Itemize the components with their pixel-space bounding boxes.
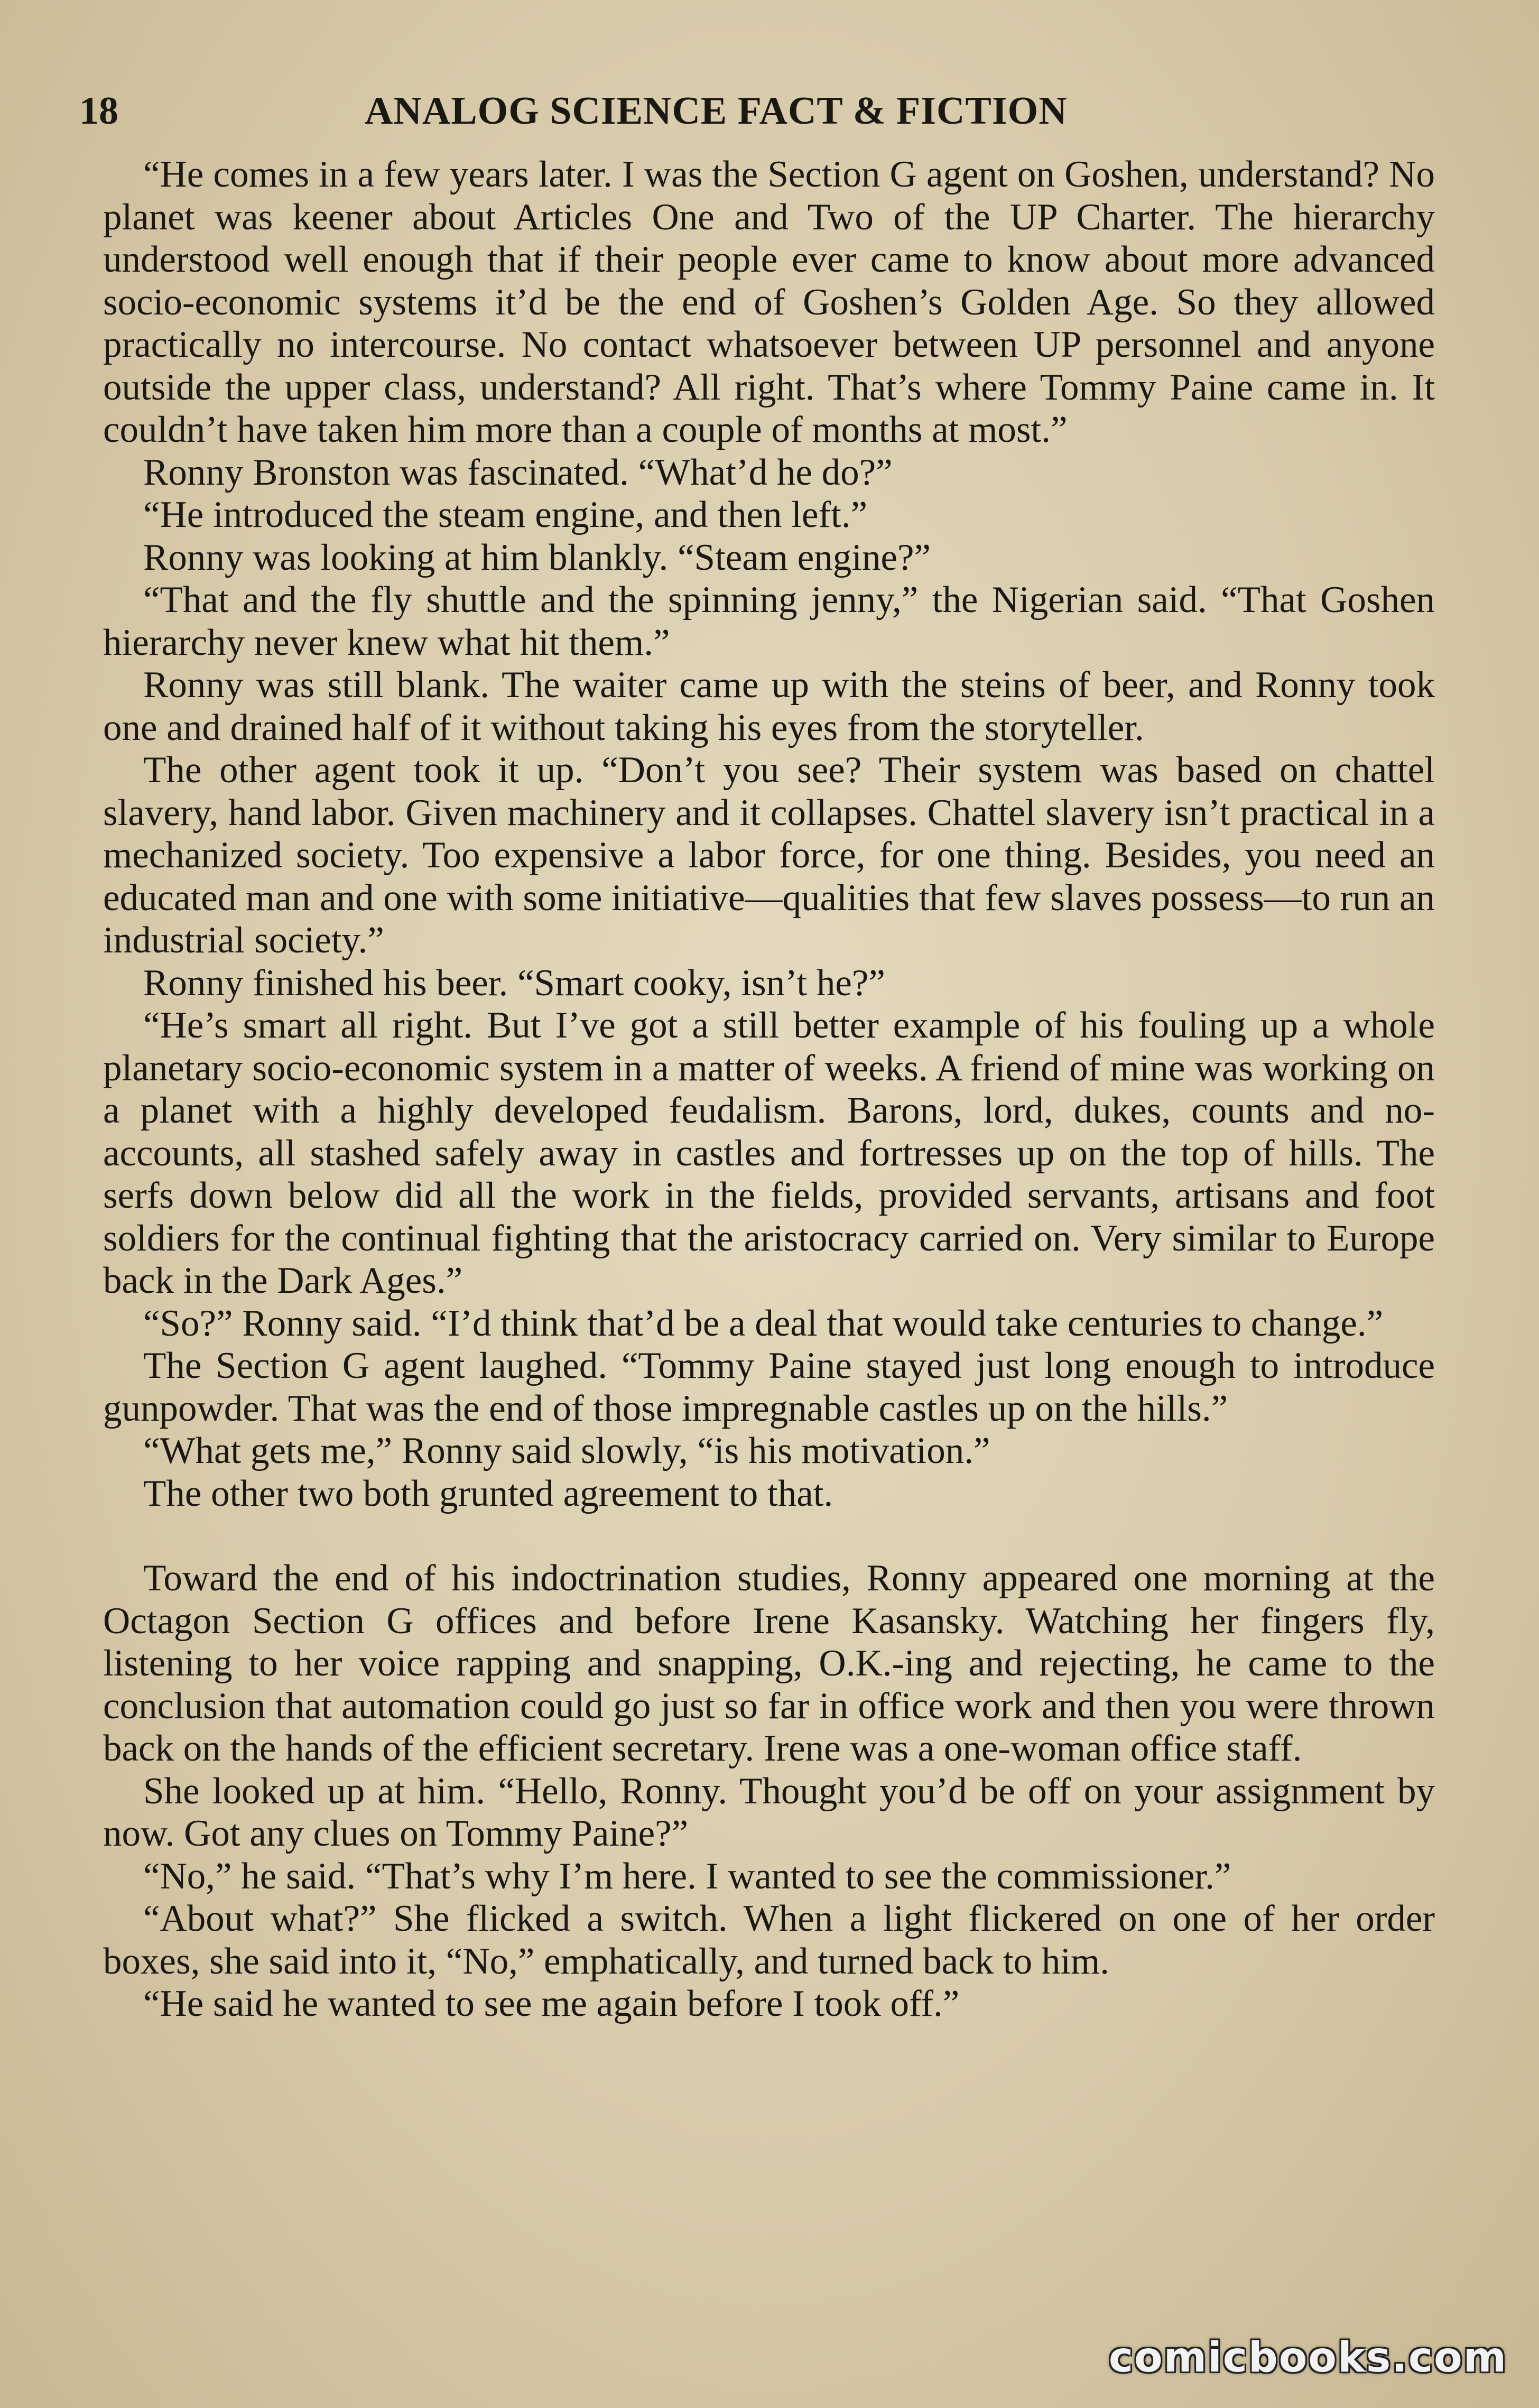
paragraph: Ronny was looking at him blankly. “Steam engine?” [143,536,931,578]
paragraph: The other two both grunted agreement to that. [143,1472,833,1514]
paragraph: The other agent took it up. “Don’t you see? Their system was based on chattel slavery, hand labor. Given machinery and it collapses. Chattel slavery isn’t practical in a mechanized society. Too expensive a labor force, for one thing. Besides, you need an educated man and one with some initiative—qualities that few slaves possess—to run an industrial society.” [103,749,1435,961]
paragraph: “He said he wanted to see me again before I took off.” [143,1983,960,2024]
running-head: ANALOG SCIENCE FACT & FICTION [365,89,1068,133]
paragraph: Ronny was still blank. The waiter came up with the steins of beer, and Ronny took one and drained half of it without taking his eyes from the storyteller. [103,664,1435,748]
page-number: 18 [79,89,118,133]
paragraph: “He’s smart all right. But I’ve got a still better example of his fouling up a whole planetary socio-economic system in a matter of weeks. A friend of mine was working on a planet with a highly developed feudalism. Barons, lord, dukes, counts and no-accounts, all stashed safely away in castles and fortresses up on the top of hills. The serfs down below did all the work in the fields, provided servants, artisans and foot soldiers for the continual fighting that the aristocracy carried on. Very similar to Europe back in the Dark Ages.” [103,1005,1435,1301]
paragraph: “No,” he said. “That’s why I’m here. I wanted to see the commissioner.” [143,1855,1231,1897]
paragraph: “He introduced the steam engine, and then left.” [143,494,868,535]
paragraph: Ronny Bronston was fascinated. “What’d he do?” [143,451,893,493]
page-header [79,85,1433,137]
paragraph: Toward the end of his indoctrination studies, Ronny appeared one morning at the Octagon Section G offices and before Irene Kasansky. Watching her fingers fly, listening to her voice rapping and snapping, O.K.-ing and rejecting, he came to the conclusion that automation could go just so far in office work and then you were thrown back on the hands of the efficient secretary. Irene was a one-woman office staff. [103,1558,1435,1769]
paragraph: “About what?” She flicked a switch. When a light flickered on one of her order boxes, she said into it, “No,” emphatically, and turned back to him. [103,1898,1435,1982]
paragraph: “What gets me,” Ronny said slowly, “is his motivation.” [143,1430,990,1471]
section-break [103,1515,1435,1557]
story-text [103,153,1435,2025]
paragraph: She looked up at him. “Hello, Ronny. Thought you’d be off on your assignment by now. Got any clues on Tommy Paine?” [103,1770,1435,1854]
watermark-logo: comicbooks.com [1108,2334,1507,2382]
paragraph: The Section G agent laughed. “Tommy Paine stayed just long enough to introduce gunpowder. That was the end of those impregnable castles up on the hills.” [103,1345,1435,1429]
paragraph: “He comes in a few years later. I was the Section G agent on Goshen, understand? No planet was keener about Articles One and Two of the UP Charter. The hierarchy understood well enough that if their people ever came to know about more advanced socio-economic systems it’d be the end of Goshen’s Golden Age. So they allowed practically no intercourse. No contact whatsoever between UP personnel and anyone outside the upper class, understand? All right. That’s where Tommy Paine came in. It couldn’t have taken him more than a couple of months at most.” [103,154,1435,450]
paragraph: “That and the fly shuttle and the spinning jenny,” the Nigerian said. “That Goshen hierarchy never knew what hit them.” [103,579,1435,663]
paragraph: “So?” Ronny said. “I’d think that’d be a deal that would take centuries to change.” [143,1302,1384,1344]
paragraph: Ronny finished his beer. “Smart cooky, isn’t he?” [143,962,885,1004]
